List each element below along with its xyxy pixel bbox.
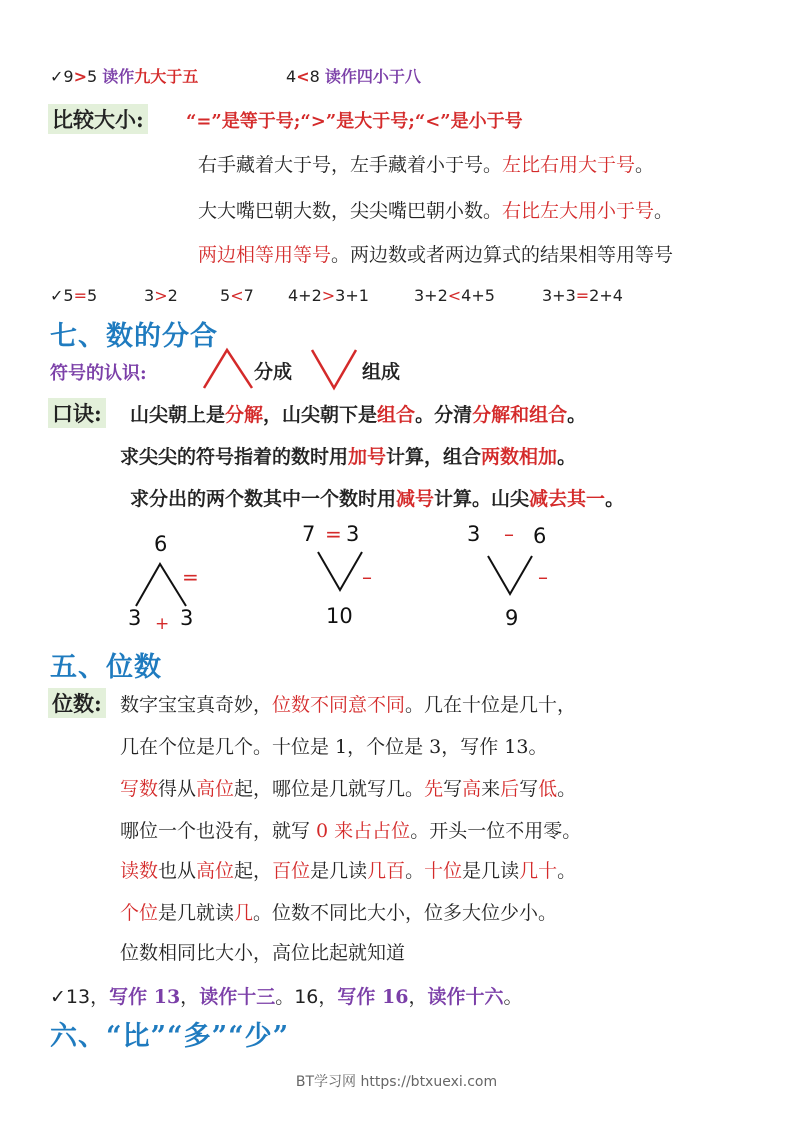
diagram-2-bottom: 10 [326, 604, 353, 628]
diagram-3-minus: – [538, 565, 548, 589]
diagram-2-right: 3 [346, 522, 360, 546]
diagram-1-equals: = [182, 565, 199, 589]
rhyme-line-1: 山尖朝上是分解，山尖朝下是组合。分清分解和组合。 [130, 404, 587, 426]
footer-watermark: BT学习网 https://btxuexi.com [295, 1074, 498, 1090]
diagram-1-plus: + [155, 614, 170, 634]
combine-symbol-icon [310, 346, 360, 392]
compare-heading: 比较大小: [48, 104, 148, 134]
read-example-1: ✓9>5 读作九大于五 [50, 67, 199, 86]
digits-example: ✓13，写作 13，读作十三。16，写作 16，读作十六。 [50, 986, 523, 1008]
digits-label: 位数: [48, 688, 106, 718]
symbol-label: 符号的认识: [50, 363, 147, 384]
digits-line-4: 哪位一个也没有，就写 0 来占占位。开头一位不用零。 [120, 820, 582, 842]
compare-example-5: 3+2<4+5 [414, 286, 495, 305]
diagram-3-bottom: 9 [505, 606, 519, 630]
compare-rule: “=”是等于号;“>”是大于号;“<”是小于号 [186, 111, 523, 132]
compare-line-3: 两边相等用等号。两边数或者两边算式的结果相等用等号 [198, 244, 674, 266]
digits-line-1: 数字宝宝真奇妙，位数不同意不同。几在十位是几十， [120, 694, 577, 716]
diagram-3-minus-top: – [504, 522, 514, 546]
digits-line-7: 位数相同比大小，高位比起就知道 [120, 942, 406, 964]
section-6-title: 六、“比”“多”“少” [50, 1021, 290, 1052]
split-label: 分成 [254, 361, 293, 383]
diagram-3-left: 3 [467, 522, 481, 546]
diagram-2-equals: = [325, 522, 342, 546]
read-example-2: 4<8 读作四小于八 [286, 67, 421, 86]
compare-example-6: 3+3=2+4 [542, 286, 623, 305]
section-5-title: 五、位数 [50, 652, 162, 683]
compare-example-4: 4+2>3+1 [288, 286, 369, 305]
compare-line-1: 右手藏着大于号，左手藏着小于号。左比右用大于号。 [198, 154, 655, 176]
rhyme-line-2: 求尖尖的符号指着的数时用加号计算，组合两数相加。 [120, 446, 577, 468]
diagram-3-combine-lines [484, 552, 544, 598]
compare-example-1: ✓5=5 [50, 286, 98, 305]
split-symbol-icon [200, 346, 260, 392]
diagram-1-top: 6 [154, 532, 168, 556]
rhyme-line-3: 求分出的两个数其中一个数时用减号计算。山尖减去其一。 [130, 488, 625, 510]
digits-line-2: 几在个位是几个。十位是 1，个位是 3，写作 13。 [120, 736, 548, 758]
diagram-2-minus: – [362, 565, 372, 589]
compare-line-2: 大大嘴巴朝大数，尖尖嘴巴朝小数。右比左大用小于号。 [198, 200, 674, 222]
diagram-3-right: 6 [533, 524, 547, 548]
digits-line-5: 读数也从高位起，百位是几读几百。十位是几读几十。 [120, 860, 577, 882]
combine-label: 组成 [362, 361, 401, 383]
digits-line-3: 写数得从高位起，哪位是几就写几。先写高来后写低。 [120, 778, 577, 800]
rhyme-label: 口诀: [48, 398, 106, 428]
compare-example-3: 5<7 [220, 286, 254, 305]
diagram-2-left: 7 [302, 522, 316, 546]
diagram-1-right: 3 [180, 606, 194, 630]
section-7-title: 七、数的分合 [50, 321, 218, 352]
digits-line-6: 个位是几就读几。位数不同比大小，位多大位少小。 [120, 902, 558, 924]
diagram-1-left: 3 [128, 606, 142, 630]
compare-example-2: 3>2 [144, 286, 178, 305]
